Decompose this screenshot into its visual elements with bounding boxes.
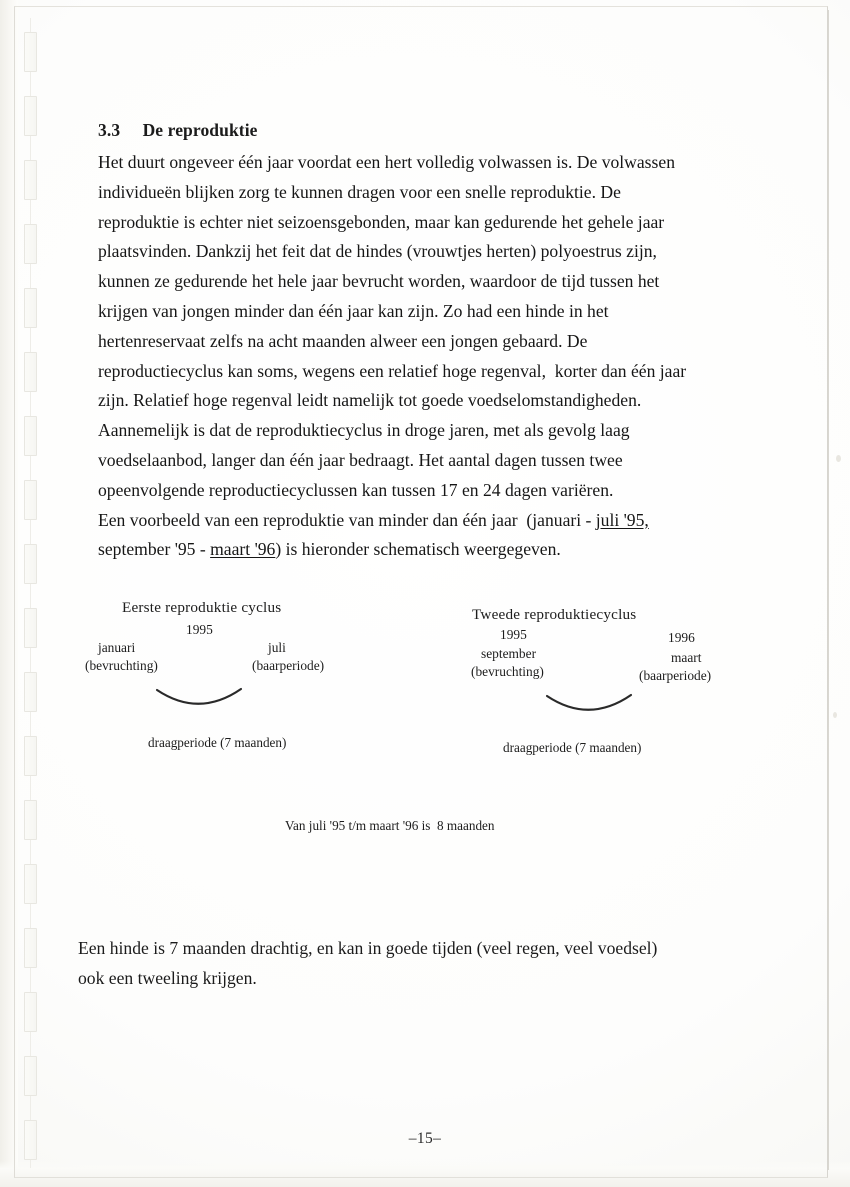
paragraph-line: voedselaanbod, langer dan één jaar bedraagt. Het aantal dagen tussen twee (98, 449, 623, 470)
diagram-second-right-month: maart (671, 650, 702, 665)
diagram-first-year: 1995 (186, 622, 213, 637)
diagram-second-left-phase: (bevruchting) (471, 664, 544, 679)
diagram-summary-note: Van juli '95 t/m maart '96 is 8 maanden (285, 818, 495, 833)
paragraph-line: hertenreservaat zelfs na acht maanden alweer een jongen gebaard. De (98, 330, 588, 351)
gestation-arc-icon (545, 694, 645, 724)
page-title (98, 120, 258, 141)
diagram-second-left-month: september (481, 646, 537, 661)
paragraph-line: plaatsvinden. Dankzij het feit dat de hindes (vrouwtjes herten) polyoestrus zijn, (98, 241, 657, 262)
paragraph-line: reproductiecyclus kan soms, wegens een relatief hoge regenval, korter dan één jaar (98, 360, 687, 381)
example-underlined-2: maart '96 (210, 539, 276, 560)
section-number: 3.3 (98, 120, 121, 140)
paragraph-line: opeenvolgende reproductiecyclussen kan tussen 17 en 24 dagen variëren. (98, 479, 614, 500)
gestation-arc-icon (155, 688, 255, 718)
page-number: –15– (408, 1130, 442, 1147)
example-sentence-line-2 (98, 535, 750, 565)
paragraph-line: zijn. Relatief hoge regenval leidt namelijk tot goede voedselomstandigheden. (98, 390, 642, 411)
diagram-second-right-phase: (baarperiode) (639, 668, 712, 683)
closing-line: Een hinde is 7 maanden drachtig, en kan in goede tijden (veel regen, veel voedsel) (78, 938, 658, 958)
diagram-second-caption: draagperiode (7 maanden) (503, 740, 642, 755)
closing-line: ook een tweeling krijgen. (78, 967, 257, 988)
paragraph-line: krijgen van jongen minder dan één jaar kan zijn. Zo had een hinde in het (98, 300, 609, 321)
diagram-first-left-month: januari (98, 640, 136, 655)
example-text-2: september '95 - (98, 539, 211, 560)
section-title: De reproduktie (142, 120, 258, 140)
paragraph-line: reproduktie is echter niet seizoensgebonden, maar kan gedurende het gehele jaar (98, 211, 665, 232)
paragraph-line: kunnen ze gedurende het hele jaar bevrucht worden, waardoor de tijd tussen het (98, 271, 660, 292)
main-paragraph (98, 148, 750, 565)
diagram-first-right-month: juli (268, 640, 286, 655)
example-text-1: Een voorbeeld van een reproduktie van minder dan één jaar (januari - (98, 509, 596, 530)
example-text-3: ) is hieronder schematisch weergegeven. (275, 539, 561, 560)
example-sentence-line-1 (98, 506, 750, 536)
paragraph-line: Het duurt ongeveer één jaar voordat een hert volledig volwassen is. De volwassen (98, 152, 675, 172)
closing-paragraph (78, 934, 758, 993)
diagram-second-title: Tweede reproduktiecyclus (472, 606, 637, 623)
paragraph-line: individueën blijken zorg te kunnen dragen voor een snelle reproduktie. De (98, 181, 621, 202)
diagram-first-title: Eerste reproduktie cyclus (122, 599, 282, 616)
diagram-second-left-year: 1995 (500, 627, 527, 642)
diagram-second-right-year: 1996 (668, 630, 695, 645)
diagram-first-right-phase: (baarperiode) (252, 658, 325, 673)
paragraph-line: Aannemelijk is dat de reproduktiecyclus in droge jaren, met als gevolg laag (98, 420, 630, 441)
diagram-first-left-phase: (bevruchting) (85, 658, 158, 673)
example-underlined-1: juli '95, (595, 509, 649, 530)
diagram-first-caption: draagperiode (7 maanden) (148, 735, 287, 750)
